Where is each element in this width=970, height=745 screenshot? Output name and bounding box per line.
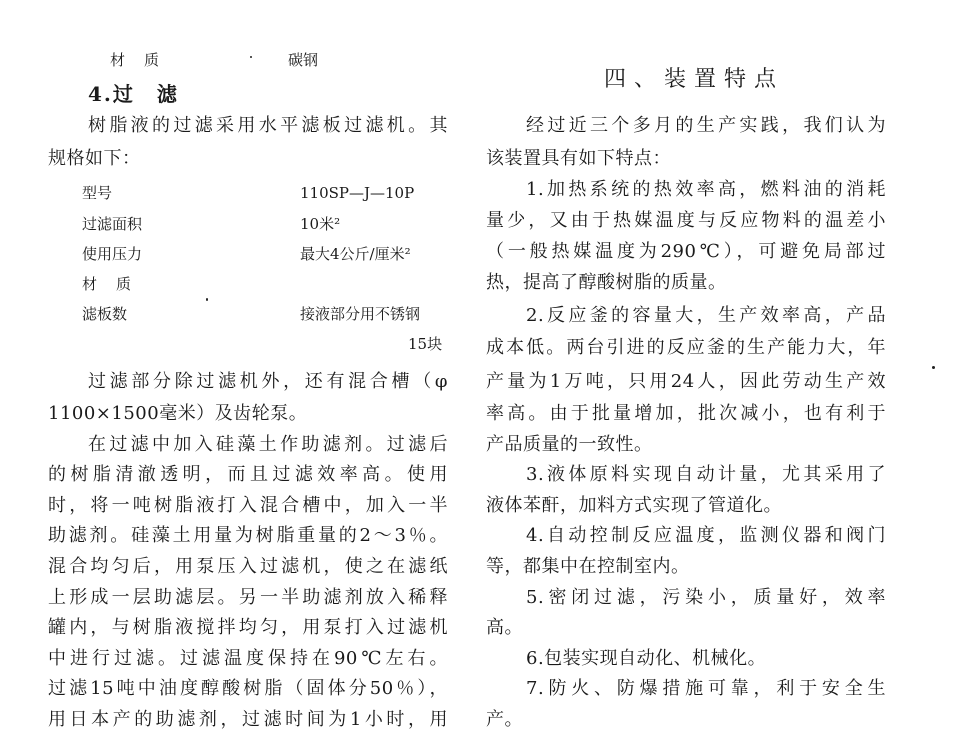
features-line-14: 4.自动控制反应温度，监测仪器和阀门 — [526, 525, 886, 546]
section-heading-features: 四、装置特点 — [604, 67, 785, 92]
features-line-6: 热，提高了醇酸树脂的质量。 — [486, 272, 727, 293]
features-line-13: 液体苯酐，加料方式实现了管道化。 — [486, 495, 782, 516]
features-line-5: （一般热媒温度为290℃），可避免局部过 — [486, 241, 886, 262]
spec-label-model: 型号 — [82, 184, 113, 202]
spec-label-plates: 滤板数 — [82, 305, 128, 323]
para3-line-3: 时，将一吨树脂液打入混合槽中，加入一半 — [48, 495, 448, 516]
features-line-18: 6.包装实现自动化、机械化。 — [526, 648, 767, 669]
features-line-17: 高。 — [486, 617, 523, 638]
para1-line-2: 规格如下： — [48, 148, 141, 169]
para3-line-1: 在过滤中加入硅藻土作助滤剂。过滤后 — [88, 434, 448, 455]
features-line-19: 7.防火、防爆措施可靠，利于安全生 — [526, 678, 886, 699]
para3-line-4: 助滤剂。硅藻土用量为树脂重量的2～3％。 — [48, 525, 448, 546]
spec-value-plates: 接液部分用不锈钢 — [300, 305, 421, 323]
features-line-11: 产品质量的一致性。 — [486, 434, 653, 455]
features-line-20: 产。 — [486, 709, 523, 730]
top-spec-value: 碳钢 — [288, 51, 319, 69]
spec-value-pressure: 最大4公斤/厘米² — [300, 245, 411, 263]
para3-line-7: 罐内，与树脂液搅拌均匀，用泵打入过滤机 — [48, 617, 448, 638]
features-line-2: 该装置具有如下特点： — [486, 148, 671, 169]
para3-line-8: 中进行过滤。过滤温度保持在90℃左右。 — [48, 648, 448, 669]
top-spec-label: 材 质 — [110, 51, 162, 69]
para2-line-1: 过滤部分除过滤机外，还有混合槽（φ — [88, 371, 448, 392]
section-heading-filtration: 4.过 滤 — [88, 82, 179, 106]
scan-speck — [206, 298, 208, 301]
features-line-8: 成本低。两台引进的反应釜的生产能力大，年 — [486, 337, 886, 358]
para1-line-1: 树脂液的过滤采用水平滤板过滤机。其 — [88, 115, 448, 136]
spec-label-material: 材 质 — [82, 275, 134, 293]
features-line-4: 量少，又由于热媒温度与反应物料的温差小 — [486, 210, 886, 231]
spec-value-plates-count: 15块 — [408, 335, 443, 353]
spec-value-model: 110SP—J—10P — [300, 184, 415, 202]
para2-line-2: 1100×1500毫米）及齿轮泵。 — [48, 403, 308, 424]
spec-value-area: 10米² — [300, 215, 341, 233]
features-line-1: 经过近三个多月的生产实践，我们认为 — [526, 115, 886, 136]
features-line-16: 5.密闭过滤，污染小，质量好，效率 — [526, 587, 886, 608]
para3-line-9: 过滤15吨中油度醇酸树脂（固体分50％）， — [48, 678, 448, 699]
scan-speck — [932, 366, 935, 369]
features-line-7: 2.反应釜的容量大，生产效率高，产品 — [526, 305, 886, 326]
spec-label-area: 过滤面积 — [82, 215, 143, 233]
features-line-15: 等，都集中在控制室内。 — [486, 556, 690, 577]
features-line-3: 1.加热系统的热效率高，燃料油的消耗 — [526, 179, 886, 200]
features-line-10: 率高。由于批量增加，批次减小，也有利于 — [486, 403, 886, 424]
para3-line-6: 上形成一层助滤层。另一半助滤剂放入稀释 — [48, 587, 448, 608]
scan-speck — [250, 56, 252, 58]
spec-label-pressure: 使用压力 — [82, 245, 143, 263]
features-line-9: 产量为1万吨，只用24人，因此劳动生产效 — [486, 371, 886, 392]
para3-line-10: 用日本产的助滤剂，过滤时间为1小时，用 — [48, 709, 448, 730]
para3-line-5: 混合均匀后，用泵压入过滤机，使之在滤纸 — [48, 556, 448, 577]
para3-line-2: 的树脂清澈透明，而且过滤效率高。使用 — [48, 464, 448, 485]
features-line-12: 3.液体原料实现自动计量，尤其采用了 — [526, 464, 886, 485]
